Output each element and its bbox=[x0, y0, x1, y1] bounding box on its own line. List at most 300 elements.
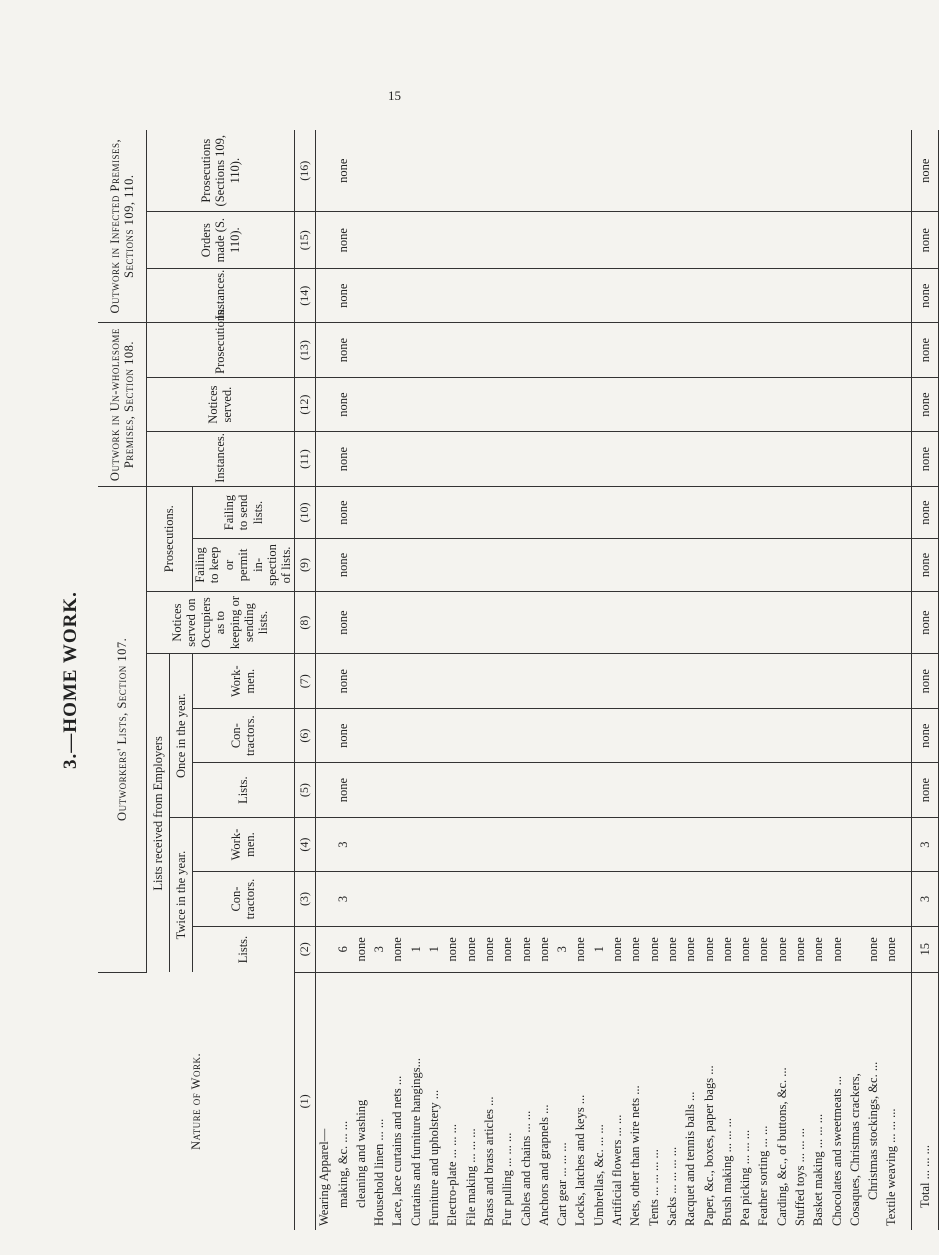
col-5-header: Lists. bbox=[193, 763, 295, 817]
col-number: (13) bbox=[294, 323, 315, 377]
contractors-twice-cell bbox=[645, 872, 663, 926]
lists-twice-cell: none bbox=[755, 926, 773, 972]
table-row bbox=[371, 130, 389, 1230]
nature-of-work-cell: Electro-plate ... ... ... bbox=[445, 1123, 460, 1226]
col-number: (16) bbox=[294, 130, 315, 212]
col-11-cell bbox=[517, 432, 535, 486]
col-9-cell bbox=[700, 539, 718, 591]
col-7-cell bbox=[627, 654, 645, 708]
col-16-cell bbox=[865, 130, 883, 212]
col-5-cell bbox=[352, 763, 370, 817]
col-5-cell bbox=[883, 763, 901, 817]
col-13-cell bbox=[499, 323, 517, 377]
spacer-cell bbox=[901, 432, 912, 486]
col-13-cell bbox=[828, 323, 846, 377]
col-13-cell bbox=[590, 323, 608, 377]
col-14-cell bbox=[791, 268, 809, 322]
total-value: none bbox=[912, 323, 939, 377]
col-15-cell bbox=[425, 212, 443, 269]
lists-twice-cell: 1 bbox=[590, 926, 608, 972]
total-value: none bbox=[912, 708, 939, 762]
infected-premises-header: Outwork in Infected Premises, Sections 109, 110. bbox=[98, 130, 147, 323]
total-value: 3 bbox=[912, 817, 939, 871]
col-10-cell bbox=[371, 486, 389, 539]
col-10-cell bbox=[865, 486, 883, 539]
col-5-cell bbox=[663, 763, 681, 817]
col-11-cell bbox=[682, 432, 700, 486]
col-5-cell bbox=[736, 763, 754, 817]
col-9-cell bbox=[535, 539, 553, 591]
table-row bbox=[535, 130, 553, 1230]
workmen-twice-cell bbox=[499, 817, 517, 871]
col-15-cell bbox=[590, 212, 608, 269]
col-1-number: (1) bbox=[294, 972, 315, 1230]
col-11-cell: none bbox=[334, 432, 352, 486]
col-7-cell bbox=[517, 654, 535, 708]
col-7-cell bbox=[407, 654, 425, 708]
contractors-twice-cell bbox=[700, 872, 718, 926]
col-14-cell bbox=[755, 268, 773, 322]
col-9-cell bbox=[499, 539, 517, 591]
nature-of-work-cell: Sacks ... ... ... ... bbox=[664, 1146, 679, 1226]
col-8-cell bbox=[315, 591, 334, 654]
col-6-cell bbox=[682, 708, 700, 762]
col-13-cell bbox=[462, 323, 480, 377]
contractors-twice-cell bbox=[590, 872, 608, 926]
table-row bbox=[425, 130, 443, 1230]
col-11-cell bbox=[810, 432, 828, 486]
contractors-twice-cell bbox=[444, 872, 462, 926]
col-8-cell bbox=[407, 591, 425, 654]
nature-of-work-cell: Curtains and furniture hangings... bbox=[408, 1057, 423, 1226]
lists-twice-cell: none bbox=[682, 926, 700, 972]
col-12-cell bbox=[718, 377, 736, 431]
col-16-cell bbox=[480, 130, 498, 212]
col-6-cell bbox=[517, 708, 535, 762]
col-14-cell bbox=[608, 268, 626, 322]
col-6-cell bbox=[828, 708, 846, 762]
col-13-cell bbox=[791, 323, 809, 377]
table-row bbox=[315, 130, 334, 1230]
col-12-cell bbox=[663, 377, 681, 431]
col-12-cell bbox=[846, 377, 864, 431]
col-16-cell bbox=[572, 130, 590, 212]
contractors-twice-cell bbox=[462, 872, 480, 926]
lists-twice-cell: none bbox=[535, 926, 553, 972]
col-15-cell bbox=[407, 212, 425, 269]
col-15-cell bbox=[371, 212, 389, 269]
col-15-cell bbox=[846, 212, 864, 269]
col-9-cell bbox=[389, 539, 407, 591]
col-8-cell bbox=[499, 591, 517, 654]
col-12-cell bbox=[315, 377, 334, 431]
workmen-twice-cell bbox=[352, 817, 370, 871]
col-7-cell bbox=[444, 654, 462, 708]
lists-twice-cell: none bbox=[352, 926, 370, 972]
col-13-cell bbox=[755, 323, 773, 377]
col-6-cell bbox=[773, 708, 791, 762]
lists-twice-cell: 3 bbox=[371, 926, 389, 972]
nature-of-work-cell: Artificial flowers ... ... bbox=[610, 1114, 625, 1226]
col-15-cell bbox=[791, 212, 809, 269]
col-16-cell bbox=[407, 130, 425, 212]
col-6-cell bbox=[480, 708, 498, 762]
col-11-cell bbox=[828, 432, 846, 486]
col-12-cell bbox=[389, 377, 407, 431]
col-14-cell bbox=[407, 268, 425, 322]
nature-of-work-cell: Anchors and grapnels ... bbox=[536, 1104, 551, 1226]
col-7-cell bbox=[590, 654, 608, 708]
table-row bbox=[462, 130, 480, 1230]
contractors-twice-cell bbox=[791, 872, 809, 926]
col-11-header: Instances. bbox=[147, 432, 295, 486]
col-16-cell bbox=[755, 130, 773, 212]
col-9-cell bbox=[553, 539, 571, 591]
workmen-twice-cell bbox=[480, 817, 498, 871]
col-16-cell bbox=[425, 130, 443, 212]
col-14-cell bbox=[883, 268, 901, 322]
col-13-cell bbox=[315, 323, 334, 377]
col-10-cell bbox=[810, 486, 828, 539]
col-7-cell bbox=[773, 654, 791, 708]
col-number: (3) bbox=[294, 872, 315, 926]
col-10-cell bbox=[645, 486, 663, 539]
col-14-cell bbox=[846, 268, 864, 322]
col-7-cell bbox=[663, 654, 681, 708]
col-12-cell bbox=[682, 377, 700, 431]
col-11-cell bbox=[389, 432, 407, 486]
nature-of-work-cell: Nets, other than wire nets ... bbox=[628, 1085, 643, 1226]
nature-of-work-cell: Brush making ... ... ... bbox=[719, 1118, 734, 1226]
col-6-cell bbox=[718, 708, 736, 762]
col-10-cell bbox=[517, 486, 535, 539]
col-11-cell bbox=[499, 432, 517, 486]
table-row bbox=[700, 130, 718, 1230]
col-6-header: Con-tractors. bbox=[193, 708, 295, 762]
contractors-twice-cell bbox=[828, 872, 846, 926]
col-12-cell bbox=[590, 377, 608, 431]
col-14-cell bbox=[535, 268, 553, 322]
col-13-cell bbox=[425, 323, 443, 377]
workmen-twice-cell bbox=[883, 817, 901, 871]
nature-of-work-cell: File making ... ... ... bbox=[463, 1128, 478, 1226]
lists-twice-cell: none bbox=[444, 926, 462, 972]
col-number: (11) bbox=[294, 432, 315, 486]
col-13-cell bbox=[480, 323, 498, 377]
lists-twice-cell bbox=[315, 926, 334, 972]
total-value: none bbox=[912, 539, 939, 591]
col-12-cell bbox=[883, 377, 901, 431]
nature-of-work-cell: Household linen ... ... bbox=[372, 1118, 387, 1226]
col-5-cell bbox=[791, 763, 809, 817]
col-16-cell bbox=[371, 130, 389, 212]
col-10-cell bbox=[315, 486, 334, 539]
lists-twice-cell: none bbox=[572, 926, 590, 972]
col-8-cell bbox=[773, 591, 791, 654]
lists-twice-cell: none bbox=[883, 926, 901, 972]
col-6-cell bbox=[499, 708, 517, 762]
col-11-cell bbox=[462, 432, 480, 486]
col-number: (14) bbox=[294, 268, 315, 322]
lists-twice-cell: none bbox=[773, 926, 791, 972]
col-15-cell bbox=[480, 212, 498, 269]
col-5-cell bbox=[425, 763, 443, 817]
contractors-twice-cell bbox=[553, 872, 571, 926]
col-5-cell bbox=[773, 763, 791, 817]
workmen-twice-cell bbox=[389, 817, 407, 871]
col-12-cell bbox=[828, 377, 846, 431]
col-15-cell bbox=[865, 212, 883, 269]
col-8-cell bbox=[700, 591, 718, 654]
col-16-cell bbox=[645, 130, 663, 212]
col-12-cell bbox=[791, 377, 809, 431]
col-11-cell bbox=[480, 432, 498, 486]
col-5-cell bbox=[590, 763, 608, 817]
col-6-cell bbox=[590, 708, 608, 762]
col-11-cell bbox=[663, 432, 681, 486]
col-6-cell bbox=[865, 708, 883, 762]
lists-twice-cell: none bbox=[389, 926, 407, 972]
lists-twice-cell: none bbox=[736, 926, 754, 972]
workmen-twice-cell bbox=[517, 817, 535, 871]
col-11-cell bbox=[791, 432, 809, 486]
outworkers-lists-header: Outworkers' Lists, Section 107. bbox=[98, 486, 147, 972]
col-13-cell bbox=[645, 323, 663, 377]
col-12-cell: none bbox=[334, 377, 352, 431]
col-16-cell bbox=[810, 130, 828, 212]
lists-twice-cell: none bbox=[627, 926, 645, 972]
col-3-header: Con-tractors. bbox=[193, 872, 295, 926]
col-13-cell bbox=[663, 323, 681, 377]
col-6-cell bbox=[627, 708, 645, 762]
col-6-cell bbox=[425, 708, 443, 762]
col-8-cell bbox=[663, 591, 681, 654]
workmen-twice-cell bbox=[846, 817, 864, 871]
nature-of-work-cell: making, &c. ... ... bbox=[335, 1120, 350, 1208]
col-10-cell bbox=[846, 486, 864, 539]
nature-of-work-cell: Paper, &c., boxes, paper bags ... bbox=[701, 1065, 716, 1226]
nature-of-work-cell: Textile weaving ... ... ... bbox=[884, 1108, 899, 1226]
workmen-twice-cell bbox=[371, 817, 389, 871]
table-row bbox=[517, 130, 535, 1230]
lists-twice-cell: 3 bbox=[553, 926, 571, 972]
col-8-cell bbox=[352, 591, 370, 654]
workmen-twice-cell bbox=[462, 817, 480, 871]
col-16-cell bbox=[352, 130, 370, 212]
col-12-cell bbox=[462, 377, 480, 431]
col-16-cell bbox=[736, 130, 754, 212]
col-14-header: Instances. bbox=[147, 268, 295, 322]
col-16-cell bbox=[627, 130, 645, 212]
col-6-cell bbox=[608, 708, 626, 762]
col-12-cell bbox=[553, 377, 571, 431]
col-16-cell bbox=[663, 130, 681, 212]
col-12-cell bbox=[700, 377, 718, 431]
contractors-twice-cell bbox=[480, 872, 498, 926]
spacer-cell bbox=[901, 323, 912, 377]
table-row bbox=[755, 130, 773, 1230]
col-7-cell bbox=[718, 654, 736, 708]
col-6-cell bbox=[553, 708, 571, 762]
lists-twice-cell: none bbox=[645, 926, 663, 972]
col-10-cell bbox=[535, 486, 553, 539]
table-row bbox=[645, 130, 663, 1230]
lists-twice-cell: none bbox=[499, 926, 517, 972]
col-12-cell bbox=[444, 377, 462, 431]
col-8-cell bbox=[865, 591, 883, 654]
spacer-cell bbox=[901, 926, 912, 972]
col-14-cell bbox=[444, 268, 462, 322]
col-9-cell bbox=[663, 539, 681, 591]
col-16-cell bbox=[462, 130, 480, 212]
col-7-cell bbox=[553, 654, 571, 708]
table-row bbox=[407, 130, 425, 1230]
col-8-header: Notices served on Occupiers as to keeping or sending lists. bbox=[147, 591, 295, 654]
total-row bbox=[912, 130, 939, 1230]
col-10-cell bbox=[553, 486, 571, 539]
col-10-cell bbox=[389, 486, 407, 539]
nature-of-work-cell: Carding, &c., of buttons, &c. ... bbox=[774, 1067, 789, 1226]
col-11-cell bbox=[755, 432, 773, 486]
col-2-header: Lists. bbox=[193, 926, 295, 972]
col-number: (15) bbox=[294, 212, 315, 269]
nature-of-work-cell: Stuffed toys ... ... ... bbox=[792, 1127, 807, 1226]
nature-of-work-cell: Cart gear ... ... ... bbox=[555, 1142, 570, 1226]
table-row bbox=[389, 130, 407, 1230]
col-9-cell bbox=[846, 539, 864, 591]
col-12-cell bbox=[352, 377, 370, 431]
col-6-cell bbox=[791, 708, 809, 762]
col-15-cell bbox=[773, 212, 791, 269]
col-11-cell bbox=[865, 432, 883, 486]
contractors-twice-cell bbox=[682, 872, 700, 926]
col-11-cell bbox=[773, 432, 791, 486]
col-8-cell bbox=[755, 591, 773, 654]
spacer-cell bbox=[901, 763, 912, 817]
col-6-cell bbox=[462, 708, 480, 762]
col-6-cell bbox=[736, 708, 754, 762]
contractors-twice-cell bbox=[663, 872, 681, 926]
col-11-cell bbox=[736, 432, 754, 486]
col-14-cell bbox=[718, 268, 736, 322]
table-row bbox=[718, 130, 736, 1230]
workmen-twice-cell: 3 bbox=[334, 817, 352, 871]
col-10-cell bbox=[791, 486, 809, 539]
col-7-cell bbox=[315, 654, 334, 708]
col-10-cell bbox=[828, 486, 846, 539]
col-6-cell bbox=[645, 708, 663, 762]
total-value: none bbox=[912, 212, 939, 269]
col-12-cell bbox=[572, 377, 590, 431]
col-11-cell bbox=[315, 432, 334, 486]
nature-of-work-cell: Furniture and upholstery ... bbox=[427, 1089, 442, 1226]
nature-of-work-cell: Basket making ... ... ... bbox=[811, 1113, 826, 1226]
col-number: (4) bbox=[294, 817, 315, 871]
col-12-cell bbox=[535, 377, 553, 431]
col-16-cell bbox=[700, 130, 718, 212]
col-9-cell: none bbox=[334, 539, 352, 591]
col-10-cell bbox=[627, 486, 645, 539]
col-8-cell bbox=[572, 591, 590, 654]
col-11-cell bbox=[425, 432, 443, 486]
col-15-cell bbox=[755, 212, 773, 269]
col-16-cell bbox=[682, 130, 700, 212]
col-9-cell bbox=[444, 539, 462, 591]
contractors-twice-cell bbox=[627, 872, 645, 926]
col-9-cell bbox=[627, 539, 645, 591]
col-13-cell bbox=[608, 323, 626, 377]
col-15-cell bbox=[608, 212, 626, 269]
spacer-cell bbox=[901, 377, 912, 431]
col-12-cell bbox=[499, 377, 517, 431]
col-15-cell bbox=[645, 212, 663, 269]
col-9-cell bbox=[755, 539, 773, 591]
col-9-cell bbox=[480, 539, 498, 591]
col-9-cell bbox=[883, 539, 901, 591]
spacer-row bbox=[901, 130, 912, 1230]
lists-received-header: Lists received from Employers bbox=[147, 654, 170, 972]
col-14-cell bbox=[773, 268, 791, 322]
col-14-cell bbox=[700, 268, 718, 322]
contractors-twice-cell bbox=[865, 872, 883, 926]
contractors-twice-cell bbox=[810, 872, 828, 926]
contractors-twice-cell bbox=[883, 872, 901, 926]
col-13-cell bbox=[407, 323, 425, 377]
table-row bbox=[334, 130, 352, 1230]
table-row bbox=[572, 130, 590, 1230]
table-row bbox=[736, 130, 754, 1230]
col-8-cell bbox=[444, 591, 462, 654]
contractors-twice-cell bbox=[371, 872, 389, 926]
page-number: 15 bbox=[388, 88, 401, 103]
col-7-cell bbox=[462, 654, 480, 708]
table-row bbox=[883, 130, 901, 1230]
col-10-cell bbox=[608, 486, 626, 539]
col-12-cell bbox=[810, 377, 828, 431]
col-12-cell bbox=[425, 377, 443, 431]
col-16-cell bbox=[883, 130, 901, 212]
col-13-cell bbox=[389, 323, 407, 377]
col-6-cell bbox=[663, 708, 681, 762]
col-5-cell bbox=[828, 763, 846, 817]
col-6-cell bbox=[700, 708, 718, 762]
table-row bbox=[846, 130, 864, 1230]
col-16-cell bbox=[608, 130, 626, 212]
nature-of-work-cell: Tents ... ... ... ... bbox=[646, 1149, 661, 1226]
col-9-cell bbox=[645, 539, 663, 591]
spacer-cell bbox=[901, 972, 912, 1230]
table-row bbox=[627, 130, 645, 1230]
twice-in-year-header: Twice in the year. bbox=[170, 817, 193, 972]
col-13-cell bbox=[736, 323, 754, 377]
workmen-twice-cell bbox=[700, 817, 718, 871]
table-row bbox=[590, 130, 608, 1230]
col-5-cell bbox=[627, 763, 645, 817]
col-9-cell bbox=[791, 539, 809, 591]
workmen-twice-cell bbox=[682, 817, 700, 871]
col-16-cell bbox=[718, 130, 736, 212]
col-16-cell bbox=[828, 130, 846, 212]
col-11-cell bbox=[645, 432, 663, 486]
contractors-twice-cell bbox=[389, 872, 407, 926]
col-8-cell bbox=[791, 591, 809, 654]
col-7-cell bbox=[700, 654, 718, 708]
col-15-cell bbox=[572, 212, 590, 269]
nature-of-work-cell: Pea picking ... ... ... bbox=[738, 1129, 753, 1226]
total-value: none bbox=[912, 763, 939, 817]
lists-twice-cell: none bbox=[700, 926, 718, 972]
table-body bbox=[315, 130, 939, 1230]
